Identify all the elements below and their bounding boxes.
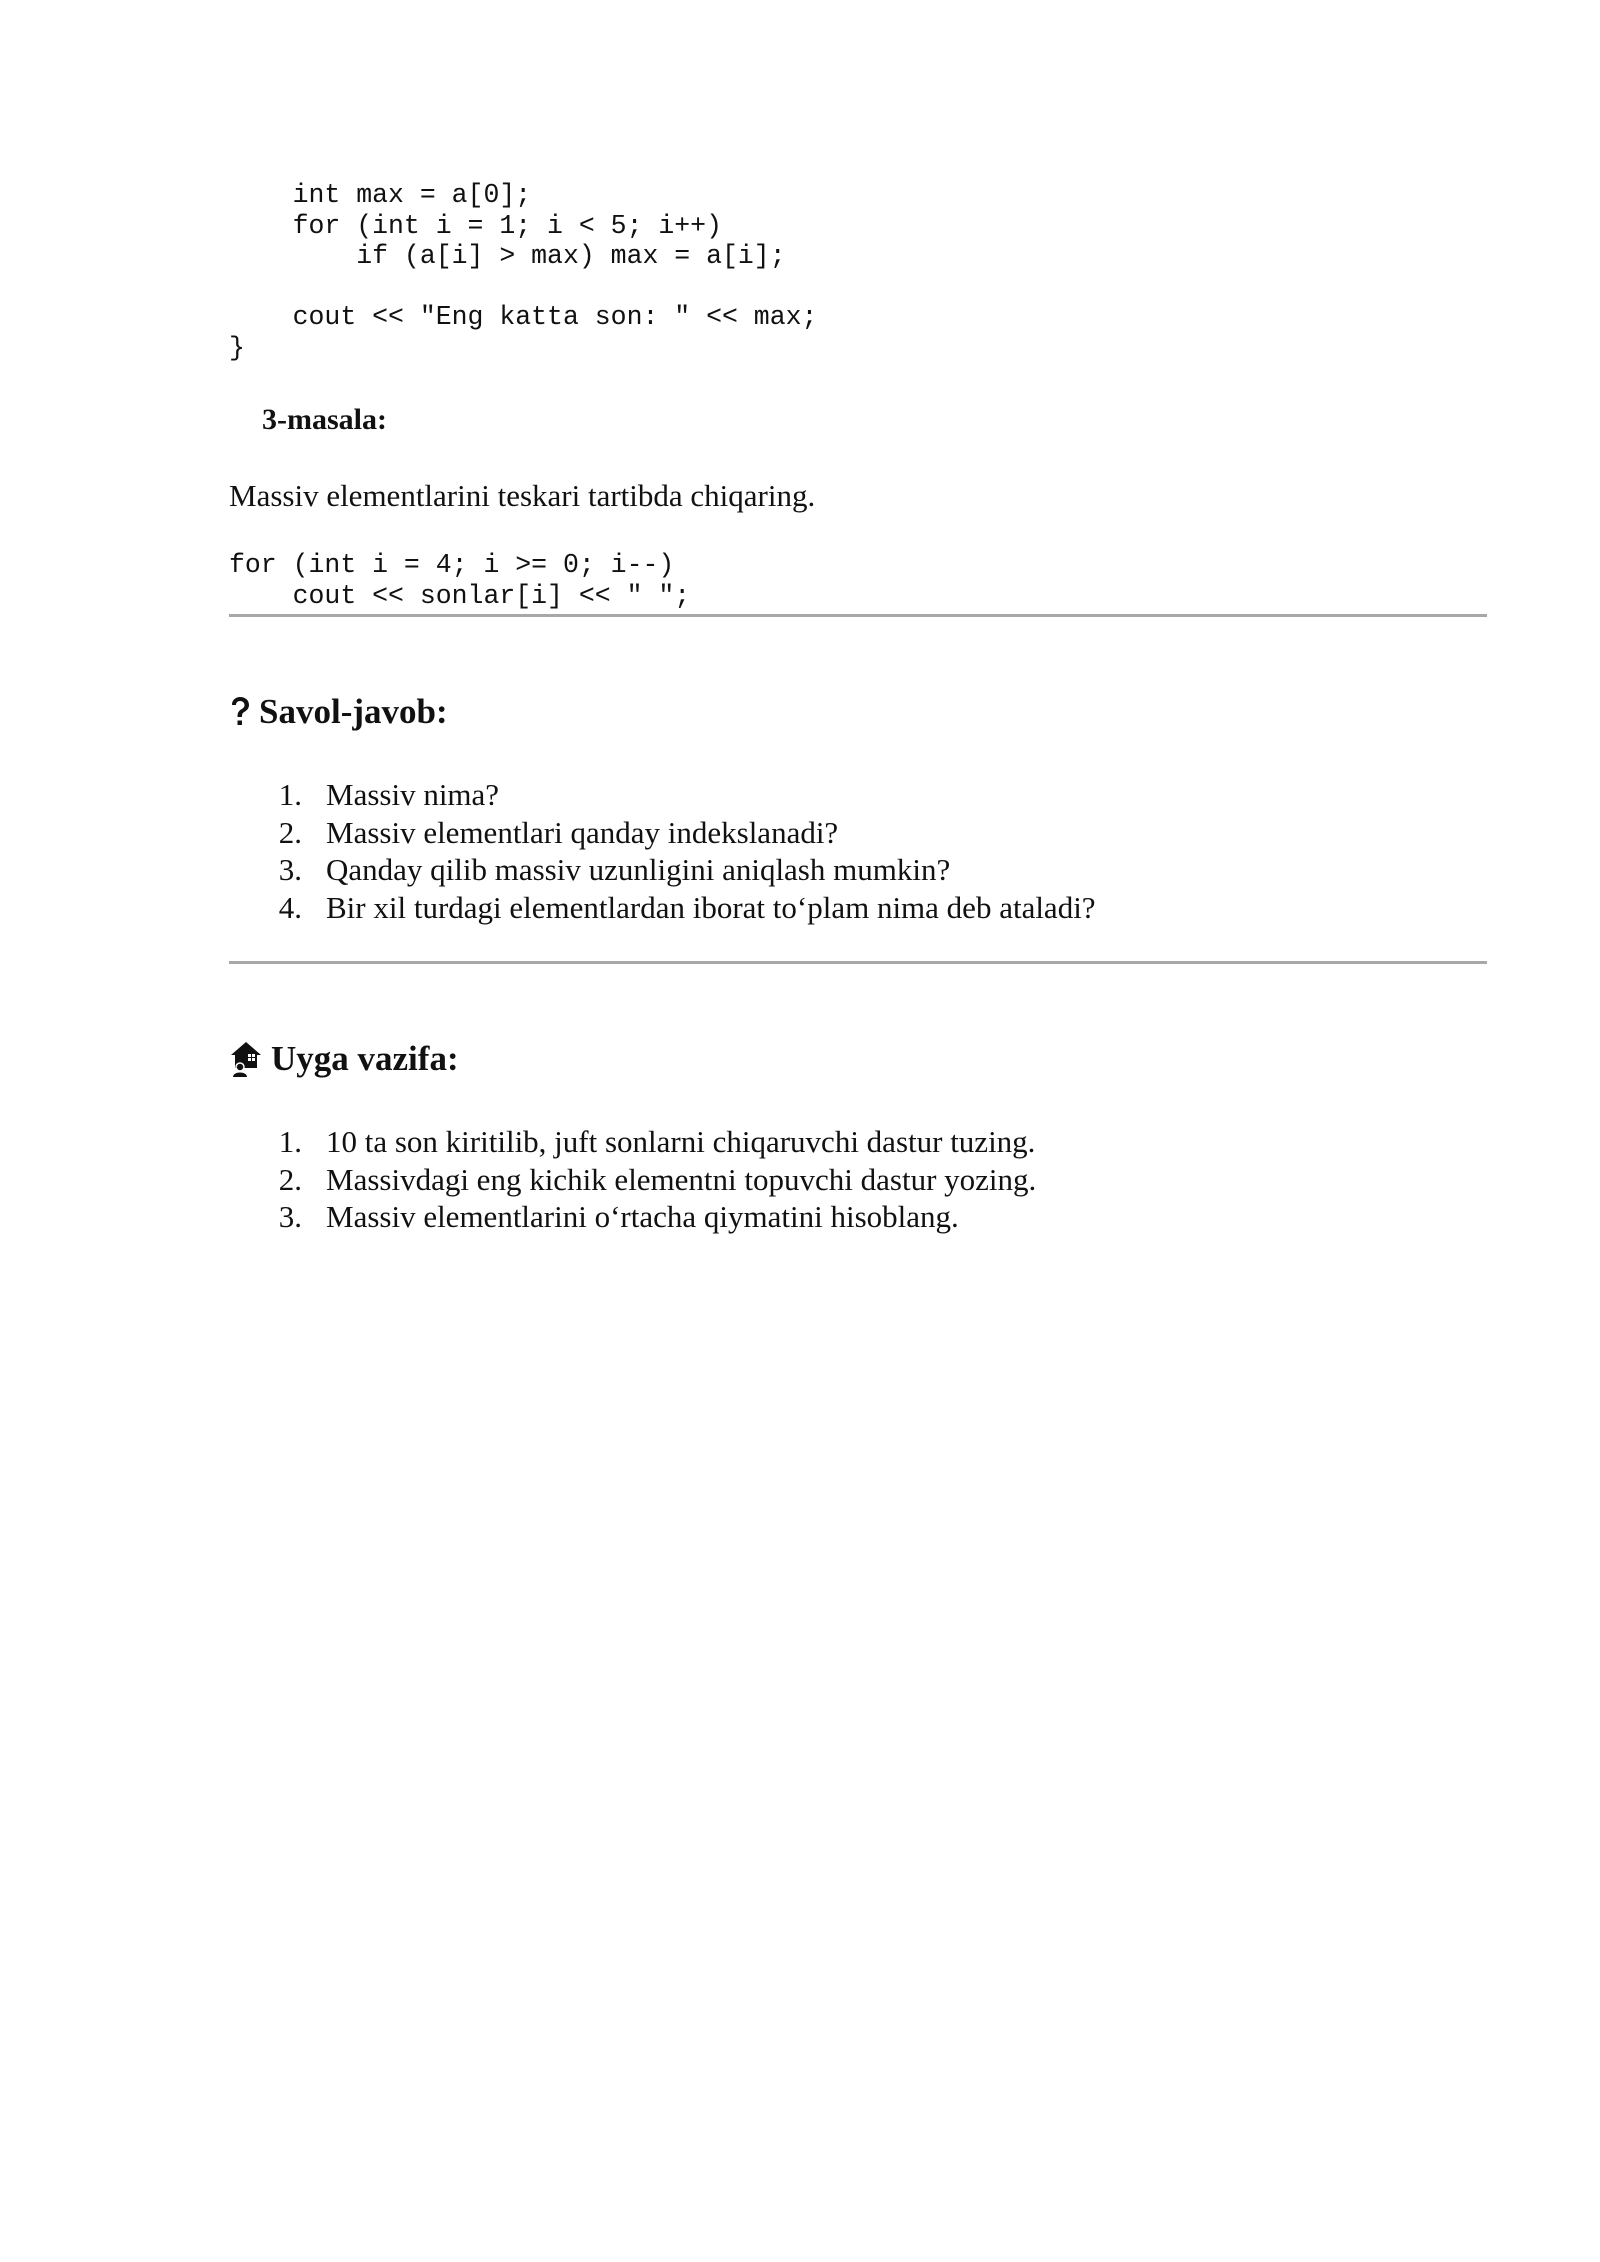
problem-3-description: Massiv elementlarini teskari tartibda chiqaring. [229, 478, 816, 513]
item-number: 2. [278, 814, 302, 850]
list-item [229, 1161, 1036, 1199]
item-number: 3. [278, 1199, 302, 1234]
code-line: if (a[i] > max) max = a[i]; [229, 241, 786, 271]
question-mark-icon [229, 696, 251, 728]
list-item [229, 889, 1096, 927]
item-text: Massiv elementlarini o‘rtacha qiymatini hisoblang. [326, 1199, 959, 1234]
item-text: Massiv elementlari qanday indekslanadi? [326, 814, 839, 850]
code-line: cout << "Eng katta son: " << max; [229, 302, 818, 332]
list-item [229, 776, 1096, 814]
homework-section-title [229, 1039, 459, 1079]
homework-title-text: Uyga vazifa: [271, 1039, 459, 1078]
list-item [229, 1123, 1036, 1161]
code-line: cout << sonlar[i] << " "; [229, 580, 691, 611]
item-text: Massivdagi eng kichik elementni topuvchi dastur yozing. [326, 1161, 1037, 1197]
problem-3-heading: 3-masala: [262, 403, 387, 436]
code-block-reverse [229, 550, 690, 611]
item-number: 3. [278, 852, 302, 887]
horizontal-divider [229, 961, 1487, 964]
item-text: Bir xil turdagi elementlardan iborat to‘plam nima deb ataladi? [326, 889, 1096, 925]
house-icon [229, 1040, 263, 1078]
item-text: Massiv nima? [326, 777, 500, 812]
item-text: Qanday qilib massiv uzunligini aniqlash mumkin? [326, 852, 951, 887]
item-number: 4. [278, 889, 302, 925]
item-text: 10 ta son kiritilib, juft sonlarni chiqaruvchi dastur tuzing. [326, 1124, 1036, 1159]
qa-section-title [229, 692, 448, 732]
code-line: for (int i = 1; i < 5; i++) [229, 210, 722, 241]
code-line: int max = a[0]; [229, 180, 532, 210]
list-item [229, 851, 1096, 889]
qa-title-text: Savol-javob: [259, 692, 448, 731]
code-line: } [229, 332, 245, 363]
code-block-max [229, 180, 817, 363]
horizontal-divider [229, 614, 1487, 617]
list-item [229, 814, 1096, 852]
qa-list [229, 776, 1096, 926]
item-number: 2. [278, 1161, 302, 1197]
item-number: 1. [278, 777, 302, 812]
homework-list [229, 1123, 1036, 1236]
list-item [229, 1198, 1036, 1236]
code-line: for (int i = 4; i >= 0; i--) [229, 550, 675, 580]
item-number: 1. [278, 1124, 302, 1159]
